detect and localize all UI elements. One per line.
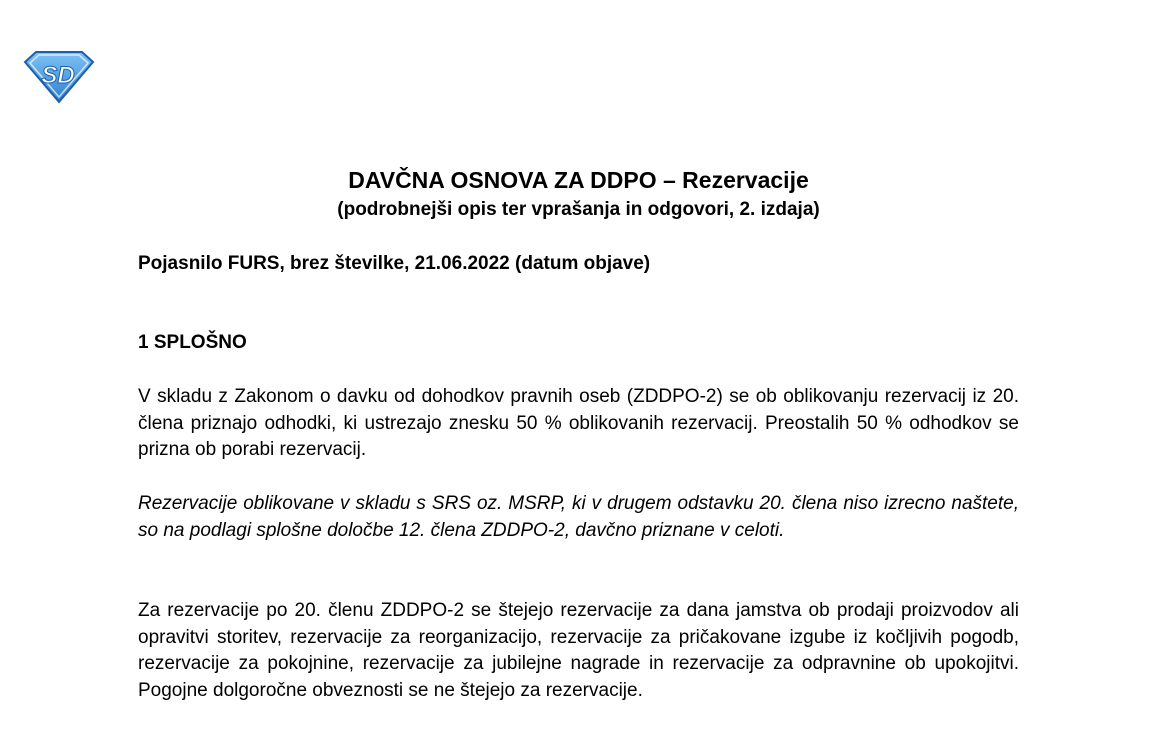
svg-text:SD: SD <box>41 62 75 89</box>
document-title: DAVČNA OSNOVA ZA DDPO – Rezervacije <box>348 167 809 193</box>
shield-logo-icon <box>22 48 96 104</box>
paragraph-1: V skladu z Zakonom o davku od dohodkov pravnih oseb (ZDDPO-2) se ob oblikovanju rezervacij iz 20. člena priznajo odhodki, ki ustrezajo znesku 50 % oblikovanih rezervacij. Preostalih 50 % odhodkov se prizna ob porabi rezervacij. <box>138 386 1019 460</box>
document-subtitle: (podrobnejši opis ter vprašanja in odgovori, 2. izdaja) <box>337 199 820 220</box>
paragraph-3: Za rezervacije po 20. členu ZDDPO-2 se štejejo rezervacije za dana jamstva ob prodaji proizvodov ali opravitvi storitev, rezervacije za reorganizacijo, rezervacije za pričakovane izgube iz kočljivih pogodb, rezervacije za pokojnine, rezervacije za jubilejne nagrade in rezervacije za odpravnine ob upokojitvi. Pogojne dolgoročne obveznosti se ne štejejo za rezervacije. <box>138 600 1019 701</box>
section-heading: 1 SPLOŠNO <box>138 332 247 353</box>
paragraph-2: Rezervacije oblikovane v skladu s SRS oz. MSRP, ki v drugem odstavku 20. člena niso izrecno naštete, so na podlagi splošne določbe 12. člena ZDDPO-2, davčno priznane v celoti. <box>138 493 1019 541</box>
document-source: Pojasnilo FURS, brez številke, 21.06.2022 (datum objave) <box>138 253 651 274</box>
